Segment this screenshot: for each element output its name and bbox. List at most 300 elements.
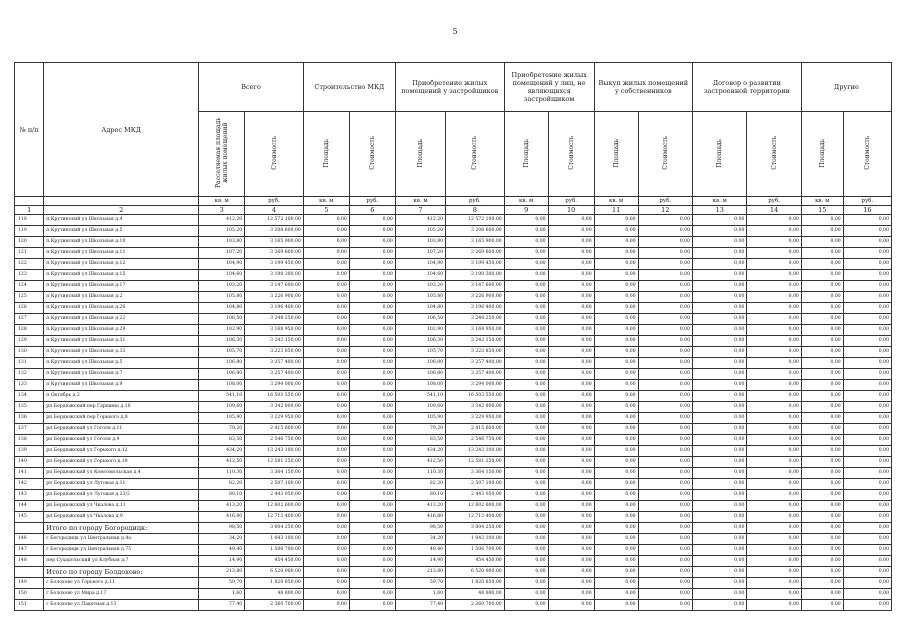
group-buyout: Выкуп жилых помещений у собственников: [594, 63, 692, 112]
row-zero-value: 0,00: [504, 435, 548, 446]
group-developers: Приобретение жилых помещений у застройщиков: [395, 63, 504, 112]
row-zero-value: 0,00: [594, 556, 638, 567]
row-zero-value: 0,00: [747, 380, 801, 391]
row-construction-cost: 0,00: [349, 457, 395, 468]
row-zero-value: 0,00: [843, 413, 891, 424]
row-zero-value: 0,00: [594, 325, 638, 336]
col-num: 6: [349, 206, 395, 215]
table-row: [15, 380, 892, 391]
row-zero-value: 0,00: [504, 314, 548, 325]
row-developer-cost: 3 223 850,00: [446, 347, 505, 358]
group-construction: Строительство МКД: [303, 63, 395, 112]
row-developer-area: 412,50: [395, 457, 445, 468]
row-zero-value: 0,00: [801, 336, 843, 347]
row-zero-value: 0,00: [594, 490, 638, 501]
row-construction-area: 0,00: [303, 336, 349, 347]
row-zero-value: 0,00: [638, 380, 692, 391]
row-zero-value: 0,00: [843, 435, 891, 446]
row-zero-value: 0,00: [747, 468, 801, 479]
row-zero-value: 0,00: [801, 281, 843, 292]
row-total-cost: 3 190 300,00: [245, 270, 304, 281]
row-zero-value: 0,00: [801, 512, 843, 523]
row-zero-value: 0,00: [548, 248, 594, 259]
row-total-cost: 3 223 850,00: [245, 347, 304, 358]
row-zero-value: 0,00: [504, 391, 548, 402]
row-number: [15, 567, 44, 578]
row-zero-value: 0,00: [638, 237, 692, 248]
row-zero-value: 0,00: [693, 347, 747, 358]
row-number: 146: [15, 534, 44, 545]
row-address: рп Бердюжский ул Чкалова д.9: [44, 512, 199, 523]
row-zero-value: 0,00: [801, 556, 843, 567]
row-total-cost: 3 004 250,00: [245, 523, 304, 534]
row-construction-area: 0,00: [303, 490, 349, 501]
row-total-area: 412,50: [199, 457, 245, 468]
row-developer-cost: 13 243 100,00: [446, 446, 505, 457]
row-zero-value: 0,00: [801, 226, 843, 237]
row-total-cost: 16 503 550,00: [245, 391, 304, 402]
row-number: 136: [15, 413, 44, 424]
row-zero-value: 0,00: [693, 270, 747, 281]
row-address: г Болохово ул Мира д.17: [44, 589, 199, 600]
units-row: [15, 197, 892, 206]
row-developer-cost: 1 820 850,00: [446, 578, 505, 589]
row-zero-value: 0,00: [843, 347, 891, 358]
row-zero-value: 0,00: [504, 226, 548, 237]
row-developer-area: 110,30: [395, 468, 445, 479]
row-zero-value: 0,00: [801, 413, 843, 424]
row-zero-value: 0,00: [594, 468, 638, 479]
row-zero-value: 0,00: [801, 468, 843, 479]
row-number: 142: [15, 479, 44, 490]
row-construction-area: 0,00: [303, 479, 349, 490]
table-row: [15, 468, 892, 479]
row-total-area: 110,30: [199, 468, 245, 479]
row-construction-cost: 0,00: [349, 479, 395, 490]
row-zero-value: 0,00: [693, 215, 747, 226]
row-zero-value: 0,00: [801, 490, 843, 501]
row-construction-area: 0,00: [303, 347, 349, 358]
row-zero-value: 0,00: [693, 369, 747, 380]
row-zero-value: 0,00: [638, 545, 692, 556]
row-zero-value: 0,00: [594, 512, 638, 523]
row-zero-value: 0,00: [504, 523, 548, 534]
row-zero-value: 0,00: [801, 347, 843, 358]
row-construction-area: 0,00: [303, 380, 349, 391]
group-development-contract: Договор о развитии застроенной территории: [693, 63, 802, 112]
row-address: рп Бердюжский ул Комсомольская д.4: [44, 468, 199, 479]
row-total-cost: 3 229 950,00: [245, 413, 304, 424]
row-zero-value: 0,00: [843, 248, 891, 259]
row-address: п Крутинский ул Школьная д.5: [44, 358, 199, 369]
row-number: 126: [15, 303, 44, 314]
row-total-cost: 12 581 250,00: [245, 457, 304, 468]
row-number: 144: [15, 501, 44, 512]
unit-rub: руб.: [843, 197, 891, 206]
row-zero-value: 0,00: [693, 457, 747, 468]
row-zero-value: 0,00: [638, 358, 692, 369]
row-construction-area: 0,00: [303, 468, 349, 479]
row-zero-value: 0,00: [843, 314, 891, 325]
row-zero-value: 0,00: [548, 457, 594, 468]
row-zero-value: 0,00: [801, 248, 843, 259]
row-number: [15, 523, 44, 534]
row-developer-area: 79,20: [395, 424, 445, 435]
row-construction-area: 0,00: [303, 248, 349, 259]
row-zero-value: 0,00: [638, 391, 692, 402]
row-number: 140: [15, 457, 44, 468]
row-zero-value: 0,00: [504, 567, 548, 578]
row-total-cost: 1 043 100,00: [245, 534, 304, 545]
row-address: рп Бердюжский пер Горького д.8: [44, 413, 199, 424]
row-zero-value: 0,00: [594, 270, 638, 281]
row-developer-cost: 3 168 950,00: [446, 325, 505, 336]
row-zero-value: 0,00: [747, 347, 801, 358]
row-total-area: 106,80: [199, 369, 245, 380]
row-address: п Крутинский ул Школьная д.9: [44, 380, 199, 391]
row-zero-value: 0,00: [548, 215, 594, 226]
unit-rub: руб.: [349, 197, 395, 206]
row-zero-value: 0,00: [548, 259, 594, 270]
row-total-area: 413,20: [199, 501, 245, 512]
row-total-area: 105,90: [199, 413, 245, 424]
row-zero-value: 0,00: [747, 512, 801, 523]
row-zero-value: 0,00: [843, 446, 891, 457]
row-address: п Крутинский ул Школьная д.22: [44, 314, 199, 325]
row-developer-area: 102,90: [395, 325, 445, 336]
row-developer-area: 80,10: [395, 490, 445, 501]
row-zero-value: 0,00: [548, 523, 594, 534]
row-zero-value: 0,00: [747, 281, 801, 292]
row-zero-value: 0,00: [843, 457, 891, 468]
sub-cost: Стоимость: [368, 136, 376, 170]
row-number: 139: [15, 446, 44, 457]
row-zero-value: 0,00: [747, 336, 801, 347]
row-zero-value: 0,00: [801, 479, 843, 490]
row-zero-value: 0,00: [638, 259, 692, 270]
row-total-cost: 13 243 100,00: [245, 446, 304, 457]
col-num: 9: [504, 206, 548, 215]
row-zero-value: 0,00: [747, 556, 801, 567]
row-number: 147: [15, 545, 44, 556]
row-address: рп Бердюжский ул Чкалова д.11: [44, 501, 199, 512]
row-zero-value: 0,00: [504, 237, 548, 248]
row-construction-cost: 0,00: [349, 523, 395, 534]
row-developer-area: 434,20: [395, 446, 445, 457]
row-zero-value: 0,00: [548, 270, 594, 281]
row-zero-value: 0,00: [504, 358, 548, 369]
row-zero-value: 0,00: [504, 270, 548, 281]
row-zero-value: 0,00: [747, 501, 801, 512]
row-construction-cost: 0,00: [349, 292, 395, 303]
row-zero-value: 0,00: [548, 358, 594, 369]
row-zero-value: 0,00: [693, 424, 747, 435]
row-construction-cost: 0,00: [349, 446, 395, 457]
row-construction-area: 0,00: [303, 600, 349, 611]
table-row: [15, 215, 892, 226]
row-zero-value: 0,00: [638, 402, 692, 413]
col-num: 5: [303, 206, 349, 215]
col-no-header: № п/п: [15, 63, 44, 197]
row-construction-area: 0,00: [303, 501, 349, 512]
table-row: [15, 424, 892, 435]
row-developer-area: 98,50: [395, 523, 445, 534]
sub-total-area: Расселяемая площадь жилых помещений: [214, 117, 229, 189]
row-zero-value: 0,00: [801, 446, 843, 457]
row-zero-value: 0,00: [548, 600, 594, 611]
row-construction-area: 0,00: [303, 281, 349, 292]
row-zero-value: 0,00: [504, 303, 548, 314]
row-construction-area: 0,00: [303, 314, 349, 325]
table-row: [15, 248, 892, 259]
row-developer-area: 106,80: [395, 369, 445, 380]
row-zero-value: 0,00: [747, 215, 801, 226]
row-zero-value: 0,00: [801, 259, 843, 270]
row-zero-value: 0,00: [843, 512, 891, 523]
row-zero-value: 0,00: [843, 479, 891, 490]
row-construction-area: 0,00: [303, 303, 349, 314]
row-total-area: 83,50: [199, 435, 245, 446]
row-address: Итого по городу Богородицк:: [44, 523, 199, 534]
row-developer-area: 59,70: [395, 578, 445, 589]
row-zero-value: 0,00: [594, 215, 638, 226]
row-address: п Октябрь д.2: [44, 391, 199, 402]
row-zero-value: 0,00: [843, 270, 891, 281]
row-zero-value: 0,00: [638, 600, 692, 611]
row-number: 150: [15, 589, 44, 600]
row-total-cost: 2 546 750,00: [245, 435, 304, 446]
row-zero-value: 0,00: [638, 215, 692, 226]
row-zero-value: 0,00: [747, 369, 801, 380]
row-zero-value: 0,00: [594, 413, 638, 424]
unit-sqm: кв. м: [594, 197, 638, 206]
table-row: [15, 479, 892, 490]
row-zero-value: 0,00: [747, 292, 801, 303]
row-developer-cost: 12 581 250,00: [446, 457, 505, 468]
row-developer-area: 106,50: [395, 314, 445, 325]
row-zero-value: 0,00: [693, 380, 747, 391]
row-zero-value: 0,00: [693, 281, 747, 292]
row-zero-value: 0,00: [843, 226, 891, 237]
row-total-area: 104,60: [199, 270, 245, 281]
table-row: [15, 446, 892, 457]
row-construction-area: 0,00: [303, 226, 349, 237]
table-row: [15, 325, 892, 336]
row-total-cost: 454 450,00: [245, 556, 304, 567]
row-zero-value: 0,00: [801, 325, 843, 336]
row-zero-value: 0,00: [548, 237, 594, 248]
row-zero-value: 0,00: [801, 215, 843, 226]
row-developer-cost: 3 208 600,00: [446, 226, 505, 237]
col-num: 10: [548, 206, 594, 215]
row-zero-value: 0,00: [504, 259, 548, 270]
row-developer-cost: 3 199 450,00: [446, 259, 505, 270]
row-developer-cost: 3 342 800,00: [446, 402, 505, 413]
row-construction-cost: 0,00: [349, 215, 395, 226]
sub-cost: Стоимость: [661, 136, 669, 170]
row-zero-value: 0,00: [638, 435, 692, 446]
col-address-header: Адрес МКД: [44, 63, 199, 197]
row-total-area: 106,30: [199, 336, 245, 347]
row-zero-value: 0,00: [843, 523, 891, 534]
row-developer-cost: 3 242 150,00: [446, 336, 505, 347]
row-zero-value: 0,00: [747, 402, 801, 413]
row-construction-cost: 0,00: [349, 391, 395, 402]
row-construction-area: 0,00: [303, 545, 349, 556]
row-address: п Крутинский ул Школьная д.15: [44, 270, 199, 281]
row-zero-value: 0,00: [594, 347, 638, 358]
row-construction-area: 0,00: [303, 435, 349, 446]
row-zero-value: 0,00: [747, 567, 801, 578]
row-developer-area: 77,40: [395, 600, 445, 611]
col-num: 11: [594, 206, 638, 215]
row-total-cost: 2 360 700,00: [245, 600, 304, 611]
row-number: 123: [15, 270, 44, 281]
row-zero-value: 0,00: [548, 512, 594, 523]
row-zero-value: 0,00: [548, 468, 594, 479]
row-zero-value: 0,00: [693, 600, 747, 611]
row-zero-value: 0,00: [693, 468, 747, 479]
row-zero-value: 0,00: [693, 391, 747, 402]
row-total-area: 107,20: [199, 248, 245, 259]
row-zero-value: 0,00: [594, 336, 638, 347]
row-total-cost: 2 443 050,00: [245, 490, 304, 501]
row-construction-cost: 0,00: [349, 567, 395, 578]
row-zero-value: 0,00: [747, 578, 801, 589]
row-zero-value: 0,00: [747, 314, 801, 325]
row-zero-value: 0,00: [843, 578, 891, 589]
row-zero-value: 0,00: [638, 501, 692, 512]
row-total-area: 105,70: [199, 347, 245, 358]
row-zero-value: 0,00: [843, 545, 891, 556]
row-zero-value: 0,00: [504, 424, 548, 435]
row-total-cost: 3 199 450,00: [245, 259, 304, 270]
row-zero-value: 0,00: [594, 314, 638, 325]
row-zero-value: 0,00: [594, 380, 638, 391]
row-address: рп Бердюжский ул Горького д.19: [44, 457, 199, 468]
row-construction-cost: 0,00: [349, 259, 395, 270]
row-developer-cost: 1 043 100,00: [446, 534, 505, 545]
row-construction-cost: 0,00: [349, 468, 395, 479]
table-row: [15, 226, 892, 237]
row-total-area: 98,50: [199, 523, 245, 534]
row-zero-value: 0,00: [843, 567, 891, 578]
row-zero-value: 0,00: [747, 424, 801, 435]
row-address: п Крутинский ул Школьная д.33: [44, 347, 199, 358]
row-zero-value: 0,00: [594, 435, 638, 446]
row-zero-value: 0,00: [843, 237, 891, 248]
row-zero-value: 0,00: [747, 545, 801, 556]
row-number: 128: [15, 325, 44, 336]
row-developer-area: 106,80: [395, 358, 445, 369]
row-zero-value: 0,00: [594, 292, 638, 303]
row-total-area: 412,20: [199, 215, 245, 226]
row-zero-value: 0,00: [638, 248, 692, 259]
row-construction-area: 0,00: [303, 292, 349, 303]
row-total-cost: 3 364 150,00: [245, 468, 304, 479]
row-address: г Болохово ул Горького д.11: [44, 578, 199, 589]
row-zero-value: 0,00: [594, 226, 638, 237]
row-total-area: 82,20: [199, 479, 245, 490]
row-construction-cost: 0,00: [349, 336, 395, 347]
row-zero-value: 0,00: [638, 523, 692, 534]
row-zero-value: 0,00: [747, 248, 801, 259]
sub-area: Площадь: [612, 138, 620, 168]
col-num: 14: [747, 206, 801, 215]
row-zero-value: 0,00: [594, 501, 638, 512]
row-total-cost: 1 820 850,00: [245, 578, 304, 589]
row-zero-value: 0,00: [747, 446, 801, 457]
row-number: 131: [15, 358, 44, 369]
row-total-cost: 3 269 600,00: [245, 248, 304, 259]
row-construction-area: 0,00: [303, 578, 349, 589]
unit-sqm: кв. м: [504, 197, 548, 206]
row-developer-cost: 3 165 900,00: [446, 237, 505, 248]
row-zero-value: 0,00: [548, 325, 594, 336]
row-construction-area: 0,00: [303, 424, 349, 435]
row-zero-value: 0,00: [594, 446, 638, 457]
table-row: [15, 402, 892, 413]
unit-sqm: кв. м: [199, 197, 245, 206]
row-zero-value: 0,00: [638, 424, 692, 435]
row-zero-value: 0,00: [801, 501, 843, 512]
row-construction-cost: 0,00: [349, 534, 395, 545]
row-zero-value: 0,00: [693, 589, 747, 600]
row-zero-value: 0,00: [801, 380, 843, 391]
row-developer-cost: 3 248 250,00: [446, 314, 505, 325]
row-total-cost: 3 257 400,00: [245, 369, 304, 380]
row-zero-value: 0,00: [801, 358, 843, 369]
row-address: рп Бердюжский ул Горького д.12: [44, 446, 199, 457]
row-construction-cost: 0,00: [349, 314, 395, 325]
row-construction-area: 0,00: [303, 523, 349, 534]
unit-sqm: кв. м: [395, 197, 445, 206]
row-zero-value: 0,00: [638, 270, 692, 281]
row-zero-value: 0,00: [638, 292, 692, 303]
row-zero-value: 0,00: [594, 523, 638, 534]
row-total-area: 77,40: [199, 600, 245, 611]
row-construction-cost: 0,00: [349, 380, 395, 391]
unit-rub: руб.: [638, 197, 692, 206]
row-zero-value: 0,00: [801, 314, 843, 325]
row-address: рп Бердюжский ул Гоголя д.9: [44, 435, 199, 446]
row-zero-value: 0,00: [801, 270, 843, 281]
row-address: п Крутинский ул Школьная д.2: [44, 292, 199, 303]
row-zero-value: 0,00: [594, 424, 638, 435]
row-zero-value: 0,00: [843, 589, 891, 600]
resettlement-table: [14, 62, 892, 611]
row-total-area: 103,20: [199, 281, 245, 292]
row-developer-area: 103,20: [395, 281, 445, 292]
row-number: 145: [15, 512, 44, 523]
row-construction-cost: 0,00: [349, 226, 395, 237]
row-construction-cost: 0,00: [349, 512, 395, 523]
row-zero-value: 0,00: [801, 435, 843, 446]
row-construction-cost: 0,00: [349, 435, 395, 446]
row-zero-value: 0,00: [747, 270, 801, 281]
row-developer-cost: 16 503 550,00: [446, 391, 505, 402]
row-address: рп Бердюжский ул Луговая д.11: [44, 479, 199, 490]
row-zero-value: 0,00: [638, 589, 692, 600]
table-row: [15, 457, 892, 468]
row-zero-value: 0,00: [843, 325, 891, 336]
row-construction-area: 0,00: [303, 512, 349, 523]
row-zero-value: 0,00: [693, 479, 747, 490]
row-zero-value: 0,00: [638, 457, 692, 468]
table-row: [15, 270, 892, 281]
row-zero-value: 0,00: [843, 424, 891, 435]
row-zero-value: 0,00: [693, 435, 747, 446]
